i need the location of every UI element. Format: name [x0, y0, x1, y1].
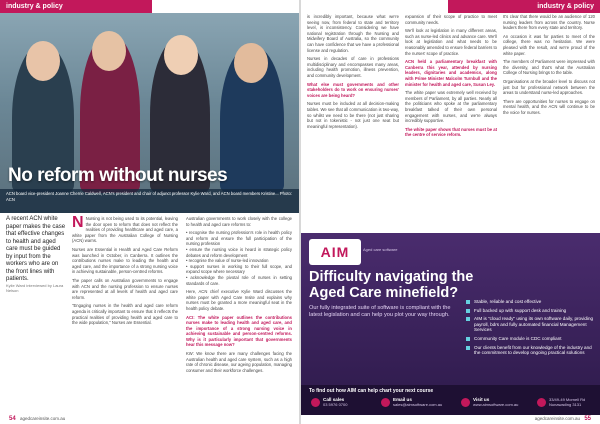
paragraph: is incredibly important, because what we're seeing now, from federal to state and territory level, is inconsistency. Considering we have national registration through the Nursing and Midwifery Board of Australia, so the community can have confidence that we have a professional license and regulation. — [307, 14, 399, 53]
aim-logo: AIM — [309, 239, 361, 265]
feature-item: Stable, reliable and cost effective — [466, 299, 594, 305]
left-footer — [6, 416, 65, 422]
paragraph: It's clear that there would be an audience of 120 nursing leaders from across the country. Nurse leaders there from every state and territory. — [503, 14, 595, 31]
ad-feature-list — [466, 299, 594, 359]
phone-icon — [311, 398, 320, 407]
location-icon — [537, 398, 546, 407]
hero-title: No reform without nurses — [8, 165, 228, 186]
paragraph: We'll look at legislation in many different areas, such as nurse-led clinics and advance care. We'll look at legislation and what needs to be reasonably amended to ensure federal barriers to the nurses' scope of practice. — [405, 28, 497, 56]
contact-phone[interactable]: Call sales 03 5976 0700 — [323, 397, 347, 407]
ad-contact-bar — [301, 385, 600, 415]
paragraph: The white paper was extremely well received by members of Parliament, by all parties. Nearly all the politicians who spoke at the parliamentary breakfast talked of their own personal engagement with nurses, and we're always incredibly supportive. — [405, 90, 497, 124]
paragraph: The paper calls on Australian governments to engage with ACN and the nursing profession to ensure nurses are represented at all levels of health and aged care reform. — [72, 277, 178, 300]
person-1-head — [26, 41, 60, 81]
ad-subhead: Our fully integrated suite of software is compliant with the latest legislation and can help you plot your way through. — [309, 305, 451, 318]
ad-headline: Difficulty navigating the Aged Care minefield? — [309, 269, 474, 301]
paragraph: Nurses in decades of care in professions multidisciplinary and encompasses many areas, including health promotion, illness prevention, and community development. — [307, 56, 399, 78]
right-footer — [535, 416, 594, 422]
paragraph: Organisations at the broader level to discuss not just but for professional network between the areas to understand nurse-led approaches. — [503, 78, 595, 96]
feature-item: Community Care module is CDC compliant — [466, 336, 594, 342]
question: ACI: The white paper outlines the contributions nurses make to leading health and aged care, and the importance of a strong nursing voice in achieving sustainable and person-centred reforms. Why is it particularly important that governments hear this message now? — [186, 314, 292, 348]
left-column-3 — [186, 216, 292, 376]
right-column-3 — [503, 14, 595, 119]
standfirst: A recent ACN white paper makes the case that effective changes to health and aged care must be guided by input from the workers who are on the front lines with patients. — [6, 216, 66, 282]
aim-logo-tagline: Aged care software — [363, 247, 398, 252]
site-url: agedcareinsite.com.au — [19, 416, 66, 421]
paragraph: Here, ACN chief executive Kylie Ward discusses the white paper with Aged Care Insite and explains why nurses must be granted a more meaningful seat in the health policy debate. — [186, 289, 292, 311]
right-page — [301, 0, 600, 424]
bullet: • acknowledge the pivotal role of nurses in setting standards of care. — [186, 274, 292, 286]
paragraph: "Engaging nurses in the health and aged care reform agenda is critically important to ensure that it reflects the practical realities of providing health and aged care to the wide population," Nurses are Essential. — [72, 303, 178, 326]
paragraph: KW: We know there are many challenges facing the Australian health and aged care system, such as a high rate of chronic disease, our ageing population, managing consumer and their workforce challenges. — [186, 351, 292, 373]
feature-item: Full backed up with support desk and training — [466, 308, 594, 314]
paragraph: An occasion it was for parties to meet of the college, there was no hesitation. We were pleased with the result, and we're proud of the white paper. — [503, 33, 595, 56]
paragraph: There are opportunities for nurses to engage on mental health, and the ACN will continue to be the voice for nurses. — [503, 98, 595, 115]
byline: Kylie Ward interviewed by Laura Nelson — [6, 283, 64, 293]
paragraph: Nurses must be included at all decision-making tables. We see that all communication is two-way, so whilst we need to be there (not just sharing but not in tokenistic - not just one seat but meaningful representation). — [307, 101, 400, 129]
page-number: 54 — [9, 416, 16, 422]
feature-item: AIM is "cloud ready" using its own software daily, providing payroll, bdrs and fully automated financial Management Services — [466, 316, 594, 333]
paragraph: Nurses are Essential in Health and Aged Care Reform was launched in October, in Canberra. It outlines the contributions nurses make to leading the health and aged care, and the importance of a strong nursing voice in achieving sustainable, person-centred reforms. — [72, 246, 178, 275]
right-column-1 — [307, 14, 399, 132]
left-page — [0, 0, 299, 424]
person-2-head — [92, 31, 126, 71]
question: What else must governments and other stakeholders do to work on ensuring nurses' voices are being heard? — [307, 81, 399, 98]
right-column-2 — [405, 14, 497, 141]
question: ACN held a parliamentary breakfast with Canberra this year, attended by nursing leaders, dignitaries and academics, along with Prime Minister Malcolm Turnbull and the minister for health and aged care, Susan Ley. — [405, 59, 497, 87]
paragraph: Australian governments to work closely with the college to health and aged care reforms to: — [186, 216, 292, 227]
section-tag: industry & policy — [0, 0, 152, 13]
left-column-2 — [72, 216, 178, 329]
bullet: • support nurses in working to their full scope, and expand scope where necessary — [186, 263, 292, 275]
contact-website[interactable]: Visit us www.aimsoftware.com.au — [473, 397, 518, 407]
question: The white paper shows that nurses must be at the centre of service reform. — [405, 126, 497, 138]
globe-icon — [461, 398, 470, 407]
bullet: • recognise the nursing profession's role in health policy and reform and ensure the full participation of the nursing profession — [186, 230, 292, 247]
section-tag: industry & policy — [448, 0, 600, 13]
paragraph: N Nursing is not being used to its potential, leaving the door open to reform that does not reflect the realities of providing healthcare and aged care, a white paper from the Australian College of Nursing (ACN) warns. — [72, 214, 178, 244]
person-4-head — [234, 43, 268, 83]
paragraph: The members of Parliament were impressed with the diversity, and that's what the Australian College of Nursing brings to the table. — [503, 59, 595, 76]
ad-call-to-action: To find out how AIM can help chart your next course — [309, 388, 434, 394]
hero-photo — [0, 13, 299, 213]
hero-caption: ACN board vice-president Joanne Cherrie Caldwell, ACN's president and chair of adjunct professor Kylie Ward, and ACN board members Kristine... Photo: ACN — [0, 189, 299, 213]
person-3-head — [164, 35, 198, 75]
bullet: • recognise the value of nurse-led innovation — [186, 258, 269, 264]
bullet: • ensure the nursing voice is heard in strategic policy debates and reform development — [186, 246, 292, 258]
contact-address: 33/49-49 Mornell Rd Nunawading 3131 — [549, 397, 597, 407]
contact-email[interactable]: Email us sales@aimsoftware.com.au — [393, 397, 442, 407]
page-number: 55 — [584, 416, 591, 422]
drop-cap: N — [72, 214, 84, 231]
paragraph: expansion of their scope of practice to meet community needs. — [405, 14, 497, 25]
site-url: agedcareinsite.com.au — [534, 416, 581, 421]
aim-advertisement[interactable] — [301, 233, 600, 415]
feature-item: Our clients benefit from our knowledge of the industry and the commitment to develop ongoing practical solutions — [466, 345, 594, 356]
email-icon — [381, 398, 390, 407]
